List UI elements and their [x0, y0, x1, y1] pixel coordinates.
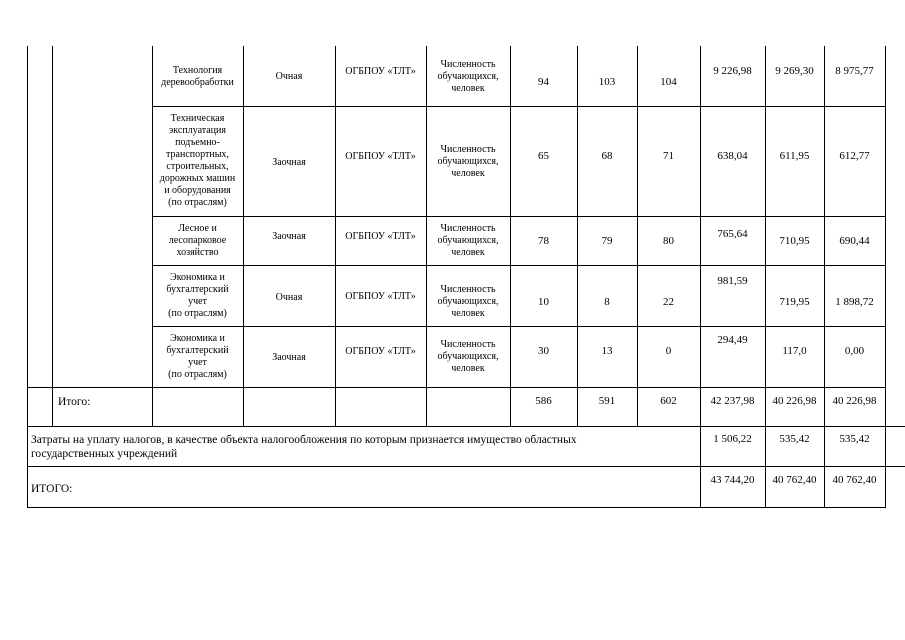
taxes-sum: 1 506,22	[713, 433, 752, 445]
sum-cell: 765,64	[717, 228, 748, 240]
subtotal-sum: 42 237,98	[710, 395, 755, 407]
sum-cell: 981,59	[717, 275, 748, 287]
value-cell: 8	[604, 296, 610, 308]
indicator-cell: Численность обучающихся, человек	[437, 284, 499, 319]
row-line-6	[27, 426, 905, 427]
subtotal-sum: 40 226,98	[832, 395, 877, 407]
study-form-cell: Очная	[275, 292, 303, 303]
taxes-sum: 535,42	[839, 433, 870, 445]
row-line-1	[152, 106, 885, 107]
sum-cell: 9 226,98	[713, 65, 752, 77]
subtotal-value: 591	[598, 395, 616, 407]
sum-cell: 719,95	[779, 296, 810, 308]
row-line-3	[152, 265, 885, 266]
subtotal-value: 586	[535, 395, 552, 407]
sum-cell: 0,00	[844, 345, 865, 357]
total-sum: 43 744,20	[710, 474, 755, 486]
table-border-left	[27, 46, 28, 508]
table-border-bottom	[27, 507, 885, 508]
organization-cell: ОГБПОУ «ТЛТ»	[345, 66, 416, 77]
value-cell: 10	[538, 296, 549, 308]
value-cell: 103	[598, 76, 616, 88]
value-cell: 71	[663, 150, 674, 162]
study-form-cell: Заочная	[272, 231, 306, 242]
organization-cell: ОГБПОУ «ТЛТ»	[345, 291, 416, 302]
taxes-label: Затраты на уплату налогов, в качестве объекта налогообложения по которым признается имущество областных государственных учреждений	[31, 434, 577, 460]
value-cell: 30	[538, 345, 549, 357]
specialty-cell: Лесное и лесопарковое хозяйство	[168, 223, 227, 258]
study-form-cell: Заочная	[272, 352, 306, 363]
sum-cell: 611,95	[779, 150, 810, 162]
specialty-cell: Технология деревообработки	[161, 65, 234, 88]
sum-cell: 117,0	[782, 345, 807, 357]
value-cell: 104	[660, 76, 677, 88]
sum-cell: 638,04	[717, 150, 748, 162]
sum-cell: 8 975,77	[835, 65, 874, 77]
indicator-cell: Численность обучающихся, человек	[437, 144, 499, 179]
specialty-cell: Экономика и бухгалтерский учет (по отраслям)	[166, 272, 229, 319]
indicator-cell: Численность обучающихся, человек	[437, 339, 499, 374]
sum-cell: 9 269,30	[775, 65, 814, 77]
value-cell: 0	[665, 345, 672, 357]
value-cell: 68	[601, 150, 613, 162]
col-line-1	[52, 46, 53, 426]
specialty-cell: Техническая эксплуатация подъемно- транспортных, строительных, дорожных машин и оборудования (по отраслям)	[159, 113, 236, 208]
indicator-cell: Численность обучающихся, человек	[437, 223, 499, 258]
taxes-sum: 535,42	[779, 433, 810, 445]
specialty-cell: Экономика и бухгалтерский учет (по отраслям)	[166, 333, 229, 380]
organization-cell: ОГБПОУ «ТЛТ»	[345, 346, 416, 357]
organization-cell: ОГБПОУ «ТЛТ»	[345, 231, 416, 242]
organization-cell: ОГБПОУ «ТЛТ»	[345, 151, 416, 162]
value-cell: 22	[663, 296, 674, 308]
row-line-5	[27, 387, 885, 388]
row-line-2	[152, 216, 885, 217]
value-cell: 13	[601, 345, 613, 357]
table-border-right	[885, 46, 886, 508]
sum-cell: 1 898,72	[835, 296, 874, 308]
row-line-7	[27, 466, 905, 467]
subtotal-value: 602	[660, 395, 677, 407]
value-cell: 79	[601, 235, 613, 247]
sum-cell: 294,49	[717, 334, 748, 346]
sum-cell: 710,95	[779, 235, 810, 247]
indicator-cell: Численность обучающихся, человек	[437, 59, 499, 94]
total-sum: 40 762,40	[832, 474, 877, 486]
sum-cell: 690,44	[839, 235, 870, 247]
row-line-4	[152, 326, 885, 327]
subtotal-label: Итого:	[58, 396, 91, 408]
subtotal-sum: 40 226,98	[772, 395, 817, 407]
total-label: ИТОГО:	[31, 483, 73, 495]
value-cell: 94	[538, 76, 549, 88]
study-form-cell: Очная	[275, 71, 303, 82]
sum-cell: 612,77	[839, 150, 870, 162]
total-sum: 40 762,40	[772, 474, 817, 486]
value-cell: 78	[538, 235, 549, 247]
study-form-cell: Заочная	[272, 157, 306, 168]
value-cell: 65	[538, 150, 549, 162]
value-cell: 80	[663, 235, 674, 247]
